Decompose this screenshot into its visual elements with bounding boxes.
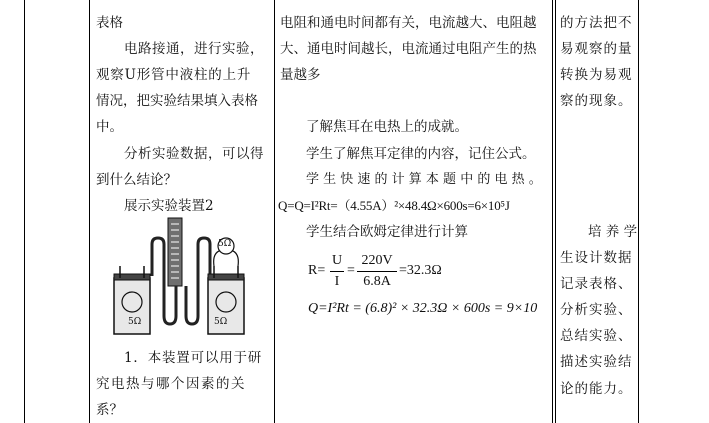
resistor-right-label: 5Ω <box>214 317 228 327</box>
procedure-line: 表格 <box>96 15 123 31</box>
intent-line: 分析实验、 <box>560 302 633 318</box>
table-divider-3b <box>555 0 556 423</box>
student-line: 学 生 快 速 的 计 算 本 题 中 的 电 热 。 <box>306 172 542 187</box>
resistor-top-label: 5Ω <box>218 239 232 249</box>
intent-line: 的方法把不 <box>560 15 633 31</box>
student-line: 量越多 <box>280 67 321 83</box>
intent-line: 论的能力。 <box>560 381 633 397</box>
procedure-line: 观察U形管中液柱的上升 <box>96 67 252 83</box>
student-line: 学生结合欧姆定律进行计算 <box>306 224 468 240</box>
fraction-numerator: U <box>331 253 343 268</box>
question-line: 系？ <box>96 402 123 418</box>
student-line: 学生了解焦耳定律的内容，记住公式。 <box>306 146 536 162</box>
intent-line: 记录表格、 <box>560 276 633 292</box>
intent-line: 培 养 学 <box>588 224 638 240</box>
joule-formula-q2: Q=I²Rt = (6.8)² × 32.3Ω × 600s = 9×10 <box>308 301 538 316</box>
intent-line: 转换为易观 <box>560 67 633 83</box>
student-line: 大、通电时间越长，电流通过电阻产生的热 <box>280 41 537 57</box>
table-border-right <box>638 0 639 423</box>
intent-line: 易观察的量 <box>560 41 633 57</box>
formula-r-lhs: R= <box>308 263 326 278</box>
formula-fraction-values <box>357 252 397 291</box>
question-line: 1．本装置可以用于研 <box>124 350 263 366</box>
procedure-line: 到什么结论？ <box>96 172 177 188</box>
fraction-denominator: I <box>334 274 340 289</box>
table-border-left <box>24 0 25 423</box>
student-line: 电阻和通电时间都有关，电流越大、电阻越 <box>280 15 537 31</box>
joule-formula-q1: Q=Q=I²Rt=（4.55A）²×48.4Ω×600s=6×10⁵J <box>278 198 510 213</box>
procedure-line: 情况，把实验结果填入表格 <box>96 93 258 109</box>
student-line: 了解焦耳在电热上的成就。 <box>306 119 468 135</box>
formula-r-rhs: =32.3Ω <box>399 263 442 278</box>
table-divider-1 <box>89 0 90 423</box>
table-divider-2 <box>274 0 275 423</box>
table-divider-3 <box>552 0 553 423</box>
fraction-numerator: 220V <box>361 253 393 268</box>
question-line: 究电热与哪个因素的关 <box>96 376 246 392</box>
fraction-denominator: 6.8A <box>363 274 391 289</box>
procedure-line: 展示实验装置2 <box>124 198 214 214</box>
formula-fraction-u-over-i <box>330 252 344 291</box>
resistor-left-label: 5Ω <box>128 317 142 327</box>
procedure-line: 中。 <box>96 119 123 135</box>
intent-line: 生设计数据 <box>560 250 633 266</box>
procedure-line: 电路接通，进行实验， <box>124 41 264 57</box>
procedure-line: 分析实验数据，可以得 <box>124 146 264 162</box>
formula-equals: = <box>347 263 355 278</box>
intent-line: 描述实验结 <box>560 354 633 370</box>
intent-line: 总结实验、 <box>560 328 633 344</box>
intent-line: 察的现象。 <box>560 93 633 109</box>
